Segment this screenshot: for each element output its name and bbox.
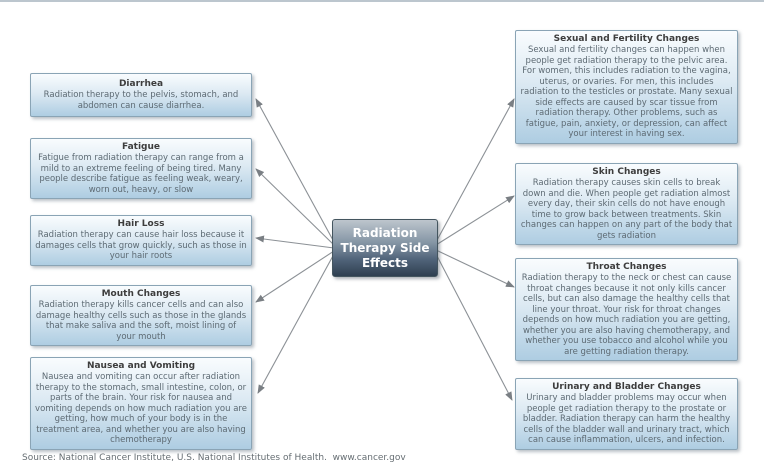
- node-body: Fatigue from radiation therapy can range from a mild to an extreme feeling of being tired. Many people describe fatigue as feeling weak, weary, worn out, heavy, or slow: [38, 153, 244, 195]
- node-body: Sexual and fertility changes can happen when people get radiation therapy to the pelvic area. For women, this includes radiation to the vagina, uterus, or ovaries. For men, this includes radiation to the testicles or prostate. Many sexual side effects are caused by scar tissue from radiation therapy. Other problems, such as fatigue, pain, anxiety, or depression, can affect your interest in having sex.: [520, 45, 733, 139]
- node-title: Throat Changes: [586, 262, 667, 272]
- side-effect-node-hair-loss: [30, 215, 252, 266]
- source-attribution: Source: National Cancer Institute, U.S. National Institutes of Health. www.cancer.gov: [22, 453, 406, 463]
- side-effect-node-diarrhea: [30, 73, 252, 117]
- node-title: Diarrhea: [118, 79, 164, 89]
- side-effect-node-sexual-fertility-changes: [515, 30, 738, 144]
- node-title: Fatigue: [121, 142, 161, 152]
- node-title: Nausea and Vomiting: [86, 361, 196, 371]
- node-title: Hair Loss: [117, 219, 165, 229]
- node-body: Radiation therapy kills cancer cells and can also damage healthy cells such as those in the glands that make saliva and the soft, moist lining of your mouth: [35, 300, 247, 342]
- side-effect-node-throat-changes: [515, 258, 738, 361]
- node-body: Radiation therapy to the pelvis, stomach, and abdomen can cause diarrhea.: [43, 90, 239, 111]
- node-body: Radiation therapy causes skin cells to break down and die. When people get radiation almost every day, their skin cells do not have enough time to grow back between treatments. Skin changes can happen on any part of the body that gets radiation: [520, 178, 733, 241]
- node-body: Nausea and vomiting can occur after radiation therapy to the stomach, small intestine, colon, or parts of the brain. Your risk for nausea and vomiting depends on how much radiation you are getting, how much of your body is in the treatment area, and whether you are also having chemotherapy: [35, 372, 247, 445]
- node-title: Sexual and Fertility Changes: [553, 34, 700, 44]
- side-effect-node-mouth-changes: [30, 285, 252, 346]
- side-effect-node-fatigue: [30, 138, 252, 199]
- side-effect-node-nausea-vomiting: [30, 357, 252, 450]
- side-effect-node-urinary-bladder-changes: [515, 378, 738, 450]
- node-title: Mouth Changes: [101, 289, 181, 299]
- node-title: Skin Changes: [592, 167, 661, 177]
- central-topic-title: Radiation Therapy Side Effects: [340, 225, 430, 270]
- node-body: Radiation therapy to the neck or chest can cause throat changes because it not only kills cancer cells, but can also damage the healthy cells that line your throat. Your risk for throat changes depends on how much radiation you are getting, whether you are also having chemotherapy, and whether you use tobacco and alcohol while you are getting radiation therapy.: [521, 273, 732, 357]
- central-topic-node: [332, 219, 438, 277]
- side-effect-node-skin-changes: [515, 163, 738, 245]
- node-body: Urinary and bladder problems may occur when people get radiation therapy to the prostate or bladder. Radiation therapy can harm the healthy cells of the bladder wall and urinary tract, which can cause inflammation, ulcers, and infection.: [522, 393, 731, 445]
- node-title: Urinary and Bladder Changes: [552, 382, 701, 392]
- node-body: Radiation therapy can cause hair loss because it damages cells that grow quickly, such as those in your hair roots: [35, 230, 247, 261]
